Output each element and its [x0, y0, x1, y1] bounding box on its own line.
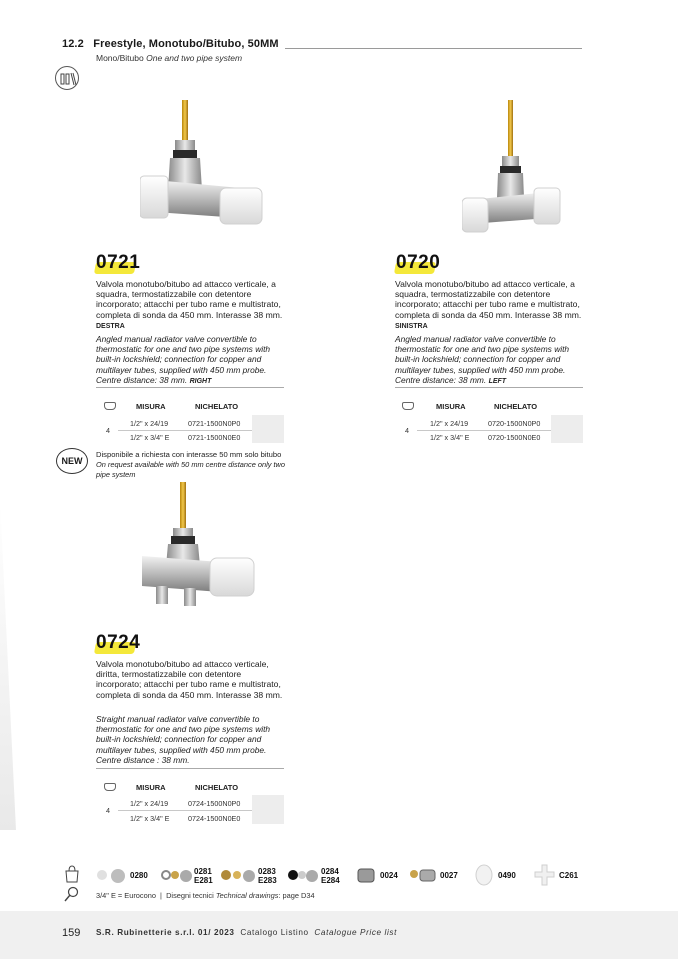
accessory-code: 0281 E281	[194, 867, 213, 885]
cap-icon	[104, 402, 116, 410]
accessory-code: 0284 E284	[321, 867, 340, 885]
product-code-0721: 0721	[96, 252, 141, 273]
divider	[96, 768, 284, 769]
pack-qty: 4	[106, 806, 110, 815]
size-cell: 1/2" x 24/19	[130, 799, 169, 808]
article-code-cell: 0721-1500N0P0	[188, 419, 241, 428]
section-subtitle: Mono/Bitubo One and two pipe system	[96, 53, 243, 63]
divider	[395, 387, 583, 388]
page-edge-shading	[0, 500, 16, 830]
size-cell: 1/2" x 3/4" E	[130, 814, 170, 823]
new-badge: NEW	[56, 448, 88, 474]
valve-0720-image	[462, 100, 572, 235]
size-cell: 1/2" x 3/4" E	[430, 433, 470, 442]
column-header-nichelato: NICHELATO	[494, 402, 538, 411]
accessory-code: C261	[559, 871, 579, 880]
footer-text: S.R. Rubinetterie s.r.l. 01/ 2023 Catalogo Listino Catalogue Price list	[96, 928, 397, 937]
price-cell	[252, 415, 284, 443]
accessory-0027-image	[408, 866, 438, 884]
accessory-c261-image	[534, 863, 556, 887]
column-header-nichelato: NICHELATO	[195, 783, 239, 792]
magnifier-icon	[64, 886, 80, 902]
column-header-misura: MISURA	[136, 402, 166, 411]
article-code-cell: 0720-1500N0P0	[488, 419, 541, 428]
cap-icon	[402, 402, 414, 410]
accessory-0281-image	[161, 866, 193, 884]
accessory-0490-image	[474, 863, 496, 887]
description-en-0720: Angled manual radiator valve convertible to thermostatic for one and two pipe systems with built-in lockshield; connection for copper and multilayer tubes, supplied with 450 mm probe. Centre distance: 38 mm. LEFT	[395, 334, 570, 385]
accessory-code: 0490	[498, 871, 516, 880]
one-two-pipe-system-icon	[55, 66, 79, 90]
column-header-nichelato: NICHELATO	[195, 402, 239, 411]
section-title	[62, 38, 279, 50]
article-code-cell: 0721-1500N0E0	[188, 433, 241, 442]
description-it-0720: Valvola monotubo/bitubo ad attacco verticale, a squadra, termostatizzabile con detentore incorporato; attacchi per tubo rame e multistrato, completa di sonda da 450 mm. Interasse 38 mm. SINISTRA	[395, 279, 582, 330]
description-en-0721: Angled manual radiator valve convertible to thermostatic for one and two pipe systems with built-in lockshield; connection for copper and multilayer tubes, supplied with 450 mm probe. Centre distance: 38 mm. RIGHT	[96, 334, 271, 385]
article-code-cell: 0724-1500N0P0	[188, 799, 241, 808]
product-code-0724: 0724	[96, 632, 141, 653]
table-row-divider	[417, 430, 551, 431]
size-cell: 1/2" x 24/19	[130, 419, 169, 428]
valve-0724-image	[140, 482, 270, 617]
article-code-cell: 0724-1500N0E0	[188, 814, 241, 823]
accessory-code: 0027	[440, 871, 458, 880]
accessory-0280-image	[96, 866, 128, 884]
pack-qty: 4	[405, 426, 409, 435]
description-it-0721: Valvola monotubo/bitubo ad attacco verticale, a squadra, termostatizzabile con detentore incorporato; attacchi per tubo rame e multistrato, completa di sonda da 450 mm. Interasse 38 mm. DESTRA	[96, 279, 283, 330]
new-note-en: On request available with 50 mm centre distance only two pipe system	[96, 460, 285, 479]
pack-qty: 4	[106, 426, 110, 435]
description-en-0724: Straight manual radiator valve convertible to thermostatic for one and two pipe systems with built-in lockshield; connection for copper and multilayer tubes, supplied with 450 mm probe. Centre distance : 38 mm.	[96, 714, 271, 765]
description-it-0724: Valvola monotubo/bitubo ad attacco verticale, diritta, termostatizzabile con detentore incorporato; attacchi per tubo rame e multistrato, completa di sonda da 450 mm. Interasse 38 mm.	[96, 659, 283, 700]
price-cell	[551, 415, 583, 443]
accessory-0284-image	[287, 866, 319, 884]
valve-0721-image	[140, 100, 280, 235]
accessory-0024-image	[356, 866, 378, 884]
page-number: 159	[62, 927, 81, 939]
column-header-misura: MISURA	[136, 783, 166, 792]
table-row-divider	[118, 810, 252, 811]
table-row-divider	[118, 430, 252, 431]
divider	[96, 387, 284, 388]
footnote: 3/4" E = Eurocono | Disegni tecnici Technical drawings: page D34	[96, 891, 315, 900]
price-cell	[252, 795, 284, 824]
accessory-code: 0024	[380, 871, 398, 880]
accessory-code: 0283 E283	[258, 867, 277, 885]
section-title-text: Freestyle, Monotubo/Bitubo, 50MM	[93, 38, 279, 50]
size-cell: 1/2" x 24/19	[430, 419, 469, 428]
accessory-code: 0280	[130, 871, 148, 880]
article-code-cell: 0720-1500N0E0	[488, 433, 541, 442]
accessories-bag-icon	[64, 865, 80, 883]
new-note-it: Disponibile a richiesta con interasse 50 mm solo bitubo	[96, 450, 282, 459]
size-cell: 1/2" x 3/4" E	[130, 433, 170, 442]
column-header-misura: MISURA	[436, 402, 466, 411]
accessory-0283-image	[220, 866, 256, 884]
section-divider	[285, 48, 582, 49]
cap-icon	[104, 783, 116, 791]
product-code-0720: 0720	[396, 252, 441, 273]
section-number: 12.2	[62, 38, 84, 50]
